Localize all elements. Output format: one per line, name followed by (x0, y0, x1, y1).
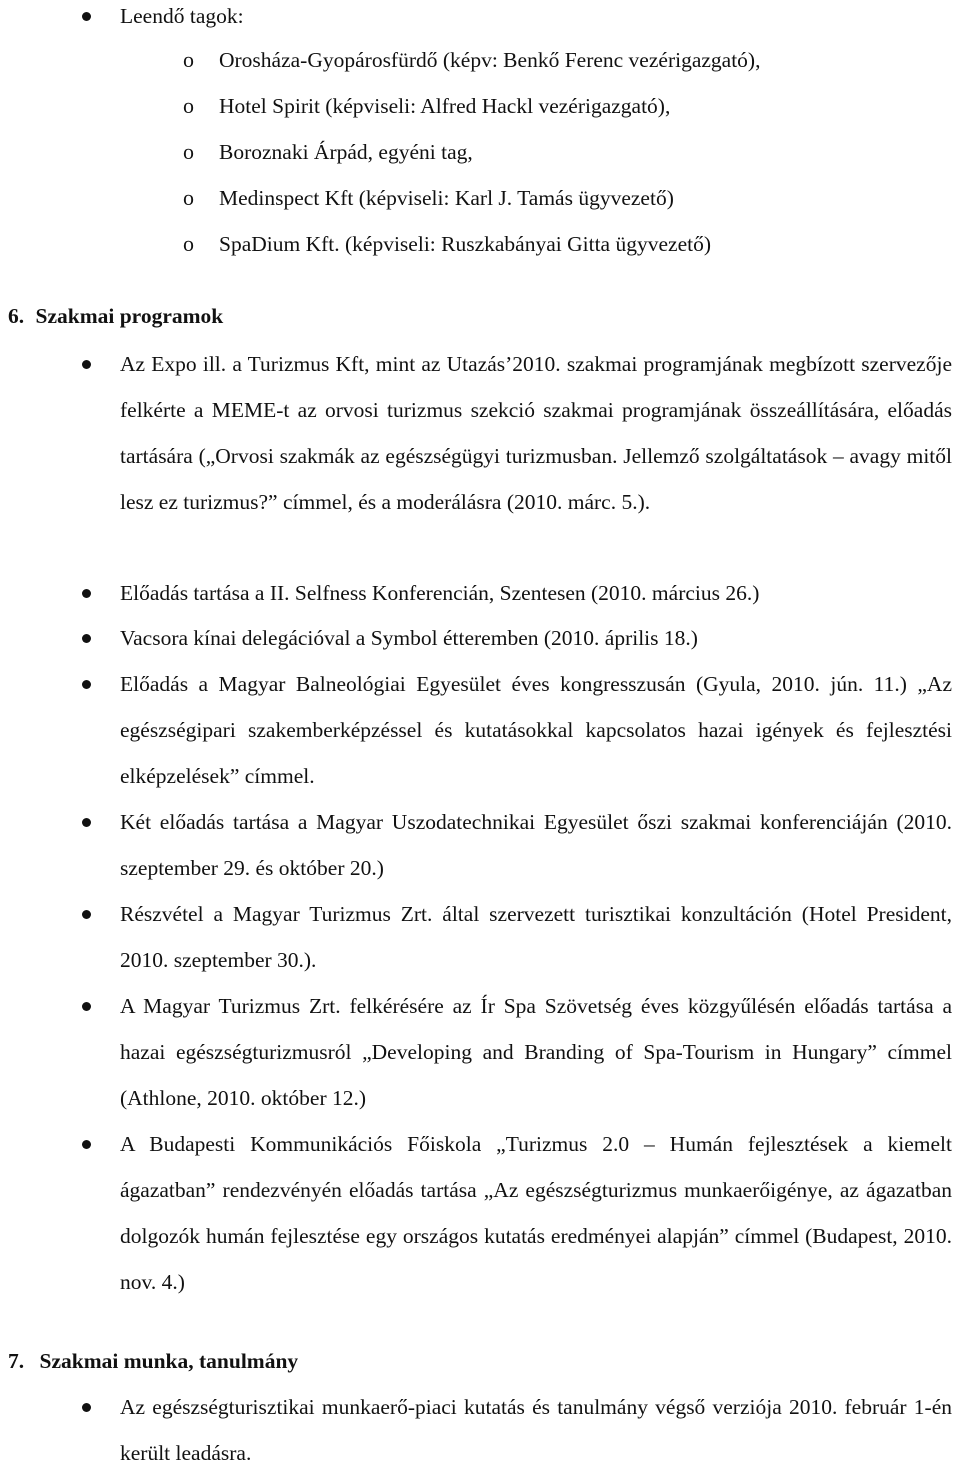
member-item: SpaDium Kft. (képviseli: Ruszkabányai Gitta ügyvezető) (219, 232, 711, 256)
bullet-icon (82, 634, 91, 643)
bullet-icon (82, 12, 91, 21)
section7-heading (8, 1338, 298, 1384)
bullet-icon (82, 1403, 91, 1412)
section7-number: 7. (8, 1349, 25, 1373)
member-item: Orosháza-Gyopárosfürdő (képv: Benkő Ferenc vezérigazgató), (219, 48, 761, 72)
bullet-icon (82, 1002, 91, 1011)
circle-bullet-icon: o (183, 93, 194, 118)
section6-title: Szakmai programok (35, 304, 224, 328)
work-item: Az egészségturisztikai munkaerő-piaci kutatás és tanulmány végső verziója 2010. február 1-én került leadásra. (120, 1395, 952, 1465)
program-item: A Budapesti Kommunikációs Főiskola „Turizmus 2.0 – Humán fejlesztések a kiemelt ágazatban” rendezvényén előadás tartása „Az egészségturizmus munkaerőigénye, az ágazatban dolgozók humán fejlesztése egy országos kutatás eredményei alapján” címmel (Budapest, 2010. nov. 4.) (120, 1132, 952, 1294)
circle-bullet-icon: o (183, 139, 194, 164)
bullet-icon (82, 680, 91, 689)
member-item: Boroznaki Árpád, egyéni tag, (219, 140, 473, 164)
program-item: Két előadás tartása a Magyar Uszodatechnikai Egyesület őszi szakmai konferenciáján (2010. szeptember 29. és október 20.) (120, 810, 952, 880)
section6-number: 6. (8, 304, 25, 328)
bullet-icon (82, 589, 91, 598)
leendo-title: Leendő tagok: (120, 4, 244, 28)
circle-bullet-icon: o (183, 47, 194, 72)
program-item: Előadás a Magyar Balneológiai Egyesület éves kongresszusán (Gyula, 2010. jún. 11.) „Az egészségipari szakemberképzéssel és kutatásokkal kapcsolatos hazai igények és fejlesztési elképzelések” címmel. (120, 672, 952, 788)
program-item: Előadás tartása a II. Selfness Konferencián, Szentesen (2010. március 26.) (120, 581, 760, 605)
member-item: Hotel Spirit (képviseli: Alfred Hackl vezérigazgató), (219, 94, 671, 118)
program-item: Vacsora kínai delegációval a Symbol étteremben (2010. április 18.) (120, 626, 698, 650)
bullet-icon (82, 818, 91, 827)
bullet-icon (82, 910, 91, 919)
program-item: Részvétel a Magyar Turizmus Zrt. által szervezett turisztikai konzultáción (Hotel President, 2010. szeptember 30.). (120, 902, 952, 972)
member-item: Medinspect Kft (képviseli: Karl J. Tamás ügyvezető) (219, 186, 674, 210)
bullet-icon (82, 360, 91, 369)
section6-heading (8, 293, 223, 339)
program-item: Az Expo ill. a Turizmus Kft, mint az Utazás’2010. szakmai programjának megbízott szervezője felkérte a MEME-t az orvosi turizmus szekció szakmai programjának összeállítására, előadás tartására („Orvosi szakmák az egészségügyi turizmusban. Jellemző szolgáltatások – avagy mitől lesz ez turizmus?” címmel, és a moderálásra (2010. márc. 5.). (120, 352, 952, 514)
bullet-icon (82, 1140, 91, 1149)
circle-bullet-icon: o (183, 185, 194, 210)
program-item: A Magyar Turizmus Zrt. felkérésére az Ír Spa Szövetség éves közgyűlésén előadás tartása a hazai egészségturizmusról „Developing and Branding of Spa-Tourism in Hungary” címmel (Athlone, 2010. október 12.) (120, 994, 952, 1110)
section7-title: Szakmai munka, tanulmány (39, 1349, 299, 1373)
circle-bullet-icon: o (183, 231, 194, 256)
